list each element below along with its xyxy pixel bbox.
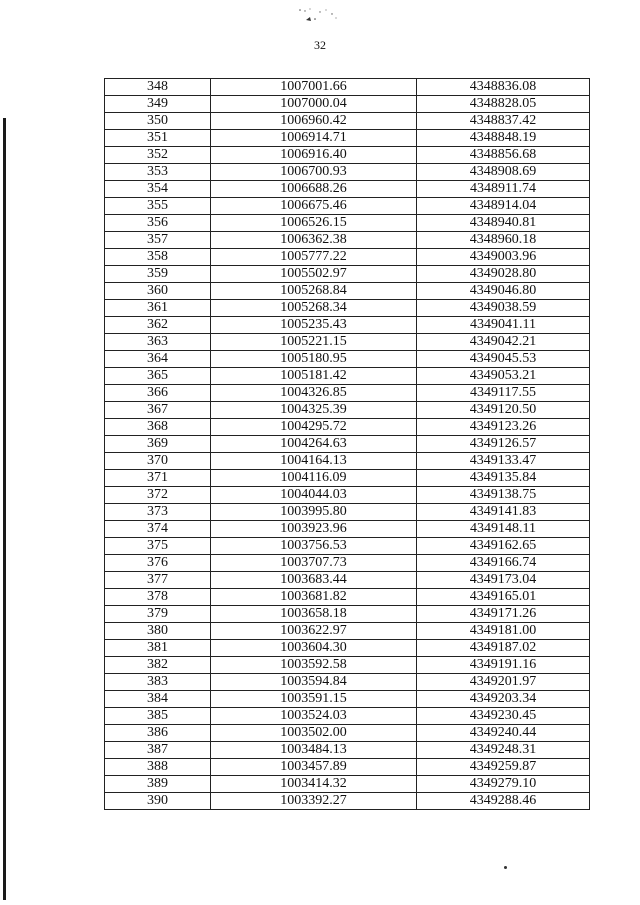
x-coordinate-cell: 1003707.73 <box>211 555 417 572</box>
table-row <box>105 317 590 334</box>
y-coordinate-cell: 4349166.74 <box>417 555 590 572</box>
table-row <box>105 419 590 436</box>
coordinates-table-body <box>105 79 590 810</box>
table-row <box>105 538 590 555</box>
y-coordinate-cell: 4349173.04 <box>417 572 590 589</box>
y-coordinate-cell: 4348837.42 <box>417 113 590 130</box>
table-row <box>105 232 590 249</box>
x-coordinate-cell: 1006526.15 <box>211 215 417 232</box>
point-number-cell: 378 <box>105 589 211 606</box>
y-coordinate-cell: 4349171.26 <box>417 606 590 623</box>
point-number-cell: 364 <box>105 351 211 368</box>
table-row <box>105 776 590 793</box>
point-number-cell: 365 <box>105 368 211 385</box>
table-row <box>105 215 590 232</box>
x-coordinate-cell: 1005221.15 <box>211 334 417 351</box>
point-number-cell: 363 <box>105 334 211 351</box>
point-number-cell: 358 <box>105 249 211 266</box>
table-row <box>105 334 590 351</box>
y-coordinate-cell: 4349288.46 <box>417 793 590 810</box>
point-number-cell: 383 <box>105 674 211 691</box>
point-number-cell: 382 <box>105 657 211 674</box>
y-coordinate-cell: 4348960.18 <box>417 232 590 249</box>
table-row <box>105 691 590 708</box>
point-number-cell: 362 <box>105 317 211 334</box>
point-number-cell: 368 <box>105 419 211 436</box>
point-number-cell: 356 <box>105 215 211 232</box>
point-number-cell: 385 <box>105 708 211 725</box>
x-coordinate-cell: 1004326.85 <box>211 385 417 402</box>
x-coordinate-cell: 1003591.15 <box>211 691 417 708</box>
y-coordinate-cell: 4348856.68 <box>417 147 590 164</box>
point-number-cell: 373 <box>105 504 211 521</box>
point-number-cell: 375 <box>105 538 211 555</box>
point-number-cell: 387 <box>105 742 211 759</box>
x-coordinate-cell: 1006700.93 <box>211 164 417 181</box>
table-row <box>105 300 590 317</box>
y-coordinate-cell: 4349123.26 <box>417 419 590 436</box>
coordinates-table <box>104 78 590 810</box>
table-row <box>105 793 590 810</box>
y-coordinate-cell: 4349120.50 <box>417 402 590 419</box>
y-coordinate-cell: 4349259.87 <box>417 759 590 776</box>
table-row <box>105 79 590 96</box>
x-coordinate-cell: 1006914.71 <box>211 130 417 147</box>
table-row <box>105 147 590 164</box>
table-row <box>105 657 590 674</box>
x-coordinate-cell: 1004325.39 <box>211 402 417 419</box>
point-number-cell: 379 <box>105 606 211 623</box>
y-coordinate-cell: 4349279.10 <box>417 776 590 793</box>
x-coordinate-cell: 1003592.58 <box>211 657 417 674</box>
table-row <box>105 385 590 402</box>
point-number-cell: 349 <box>105 96 211 113</box>
table-row <box>105 470 590 487</box>
point-number-cell: 386 <box>105 725 211 742</box>
x-coordinate-cell: 1004044.03 <box>211 487 417 504</box>
y-coordinate-cell: 4349240.44 <box>417 725 590 742</box>
point-number-cell: 366 <box>105 385 211 402</box>
y-coordinate-cell: 4349028.80 <box>417 266 590 283</box>
x-coordinate-cell: 1004164.13 <box>211 453 417 470</box>
point-number-cell: 359 <box>105 266 211 283</box>
y-coordinate-cell: 4349133.47 <box>417 453 590 470</box>
point-number-cell: 369 <box>105 436 211 453</box>
y-coordinate-cell: 4349038.59 <box>417 300 590 317</box>
y-coordinate-cell: 4348914.04 <box>417 198 590 215</box>
page-number: 32 <box>314 38 326 52</box>
y-coordinate-cell: 4349041.11 <box>417 317 590 334</box>
x-coordinate-cell: 1003622.97 <box>211 623 417 640</box>
table-row <box>105 198 590 215</box>
table-row <box>105 674 590 691</box>
x-coordinate-cell: 1003683.44 <box>211 572 417 589</box>
y-coordinate-cell: 4349126.57 <box>417 436 590 453</box>
table-row <box>105 504 590 521</box>
point-number-cell: 390 <box>105 793 211 810</box>
x-coordinate-cell: 1006675.46 <box>211 198 417 215</box>
point-number-cell: 374 <box>105 521 211 538</box>
y-coordinate-cell: 4349162.65 <box>417 538 590 555</box>
y-coordinate-cell: 4349046.80 <box>417 283 590 300</box>
table-row <box>105 402 590 419</box>
table-row <box>105 181 590 198</box>
table-row <box>105 453 590 470</box>
point-number-cell: 388 <box>105 759 211 776</box>
y-coordinate-cell: 4349117.55 <box>417 385 590 402</box>
x-coordinate-cell: 1003392.27 <box>211 793 417 810</box>
x-coordinate-cell: 1003604.30 <box>211 640 417 657</box>
scan-speck-marks <box>296 6 344 24</box>
y-coordinate-cell: 4349138.75 <box>417 487 590 504</box>
table-row <box>105 96 590 113</box>
table-row <box>105 368 590 385</box>
point-number-cell: 357 <box>105 232 211 249</box>
x-coordinate-cell: 1003524.03 <box>211 708 417 725</box>
y-coordinate-cell: 4349148.11 <box>417 521 590 538</box>
x-coordinate-cell: 1003658.18 <box>211 606 417 623</box>
point-number-cell: 361 <box>105 300 211 317</box>
y-coordinate-cell: 4348848.19 <box>417 130 590 147</box>
x-coordinate-cell: 1003995.80 <box>211 504 417 521</box>
point-number-cell: 370 <box>105 453 211 470</box>
x-coordinate-cell: 1003414.32 <box>211 776 417 793</box>
x-coordinate-cell: 1007001.66 <box>211 79 417 96</box>
point-number-cell: 384 <box>105 691 211 708</box>
y-coordinate-cell: 4349003.96 <box>417 249 590 266</box>
y-coordinate-cell: 4349201.97 <box>417 674 590 691</box>
y-coordinate-cell: 4349053.21 <box>417 368 590 385</box>
table-row <box>105 708 590 725</box>
table-row <box>105 742 590 759</box>
y-coordinate-cell: 4348940.81 <box>417 215 590 232</box>
point-number-cell: 351 <box>105 130 211 147</box>
y-coordinate-cell: 4348836.08 <box>417 79 590 96</box>
table-row <box>105 266 590 283</box>
x-coordinate-cell: 1005502.97 <box>211 266 417 283</box>
x-coordinate-cell: 1003484.13 <box>211 742 417 759</box>
y-coordinate-cell: 4348911.74 <box>417 181 590 198</box>
point-number-cell: 350 <box>105 113 211 130</box>
x-coordinate-cell: 1007000.04 <box>211 96 417 113</box>
point-number-cell: 389 <box>105 776 211 793</box>
x-coordinate-cell: 1003502.00 <box>211 725 417 742</box>
table-row <box>105 589 590 606</box>
x-coordinate-cell: 1003594.84 <box>211 674 417 691</box>
x-coordinate-cell: 1005235.43 <box>211 317 417 334</box>
y-coordinate-cell: 4348908.69 <box>417 164 590 181</box>
y-coordinate-cell: 4349191.16 <box>417 657 590 674</box>
y-coordinate-cell: 4349230.45 <box>417 708 590 725</box>
point-number-cell: 353 <box>105 164 211 181</box>
point-number-cell: 381 <box>105 640 211 657</box>
y-coordinate-cell: 4349248.31 <box>417 742 590 759</box>
x-coordinate-cell: 1003457.89 <box>211 759 417 776</box>
point-number-cell: 355 <box>105 198 211 215</box>
table-row <box>105 521 590 538</box>
x-coordinate-cell: 1006362.38 <box>211 232 417 249</box>
point-number-cell: 371 <box>105 470 211 487</box>
table-row <box>105 725 590 742</box>
x-coordinate-cell: 1003681.82 <box>211 589 417 606</box>
point-number-cell: 376 <box>105 555 211 572</box>
scan-stray-dot <box>504 866 507 869</box>
table-row <box>105 283 590 300</box>
y-coordinate-cell: 4349181.00 <box>417 623 590 640</box>
table-row <box>105 487 590 504</box>
x-coordinate-cell: 1005181.42 <box>211 368 417 385</box>
y-coordinate-cell: 4349203.34 <box>417 691 590 708</box>
table-row <box>105 623 590 640</box>
table-row <box>105 436 590 453</box>
point-number-cell: 372 <box>105 487 211 504</box>
table-row <box>105 351 590 368</box>
x-coordinate-cell: 1005180.95 <box>211 351 417 368</box>
table-row <box>105 606 590 623</box>
point-number-cell: 354 <box>105 181 211 198</box>
x-coordinate-cell: 1004116.09 <box>211 470 417 487</box>
x-coordinate-cell: 1005268.34 <box>211 300 417 317</box>
y-coordinate-cell: 4349165.01 <box>417 589 590 606</box>
table-row <box>105 555 590 572</box>
point-number-cell: 367 <box>105 402 211 419</box>
table-row <box>105 572 590 589</box>
x-coordinate-cell: 1006960.42 <box>211 113 417 130</box>
scan-binding-edge <box>3 118 6 900</box>
y-coordinate-cell: 4349141.83 <box>417 504 590 521</box>
x-coordinate-cell: 1005777.22 <box>211 249 417 266</box>
x-coordinate-cell: 1004295.72 <box>211 419 417 436</box>
point-number-cell: 380 <box>105 623 211 640</box>
point-number-cell: 360 <box>105 283 211 300</box>
x-coordinate-cell: 1005268.84 <box>211 283 417 300</box>
table-row <box>105 640 590 657</box>
table-row <box>105 130 590 147</box>
y-coordinate-cell: 4349045.53 <box>417 351 590 368</box>
y-coordinate-cell: 4348828.05 <box>417 96 590 113</box>
point-number-cell: 352 <box>105 147 211 164</box>
table-row <box>105 759 590 776</box>
x-coordinate-cell: 1004264.63 <box>211 436 417 453</box>
point-number-cell: 377 <box>105 572 211 589</box>
table-row <box>105 164 590 181</box>
x-coordinate-cell: 1003756.53 <box>211 538 417 555</box>
x-coordinate-cell: 1003923.96 <box>211 521 417 538</box>
table-row <box>105 113 590 130</box>
y-coordinate-cell: 4349187.02 <box>417 640 590 657</box>
point-number-cell: 348 <box>105 79 211 96</box>
x-coordinate-cell: 1006916.40 <box>211 147 417 164</box>
y-coordinate-cell: 4349135.84 <box>417 470 590 487</box>
x-coordinate-cell: 1006688.26 <box>211 181 417 198</box>
table-row <box>105 249 590 266</box>
y-coordinate-cell: 4349042.21 <box>417 334 590 351</box>
